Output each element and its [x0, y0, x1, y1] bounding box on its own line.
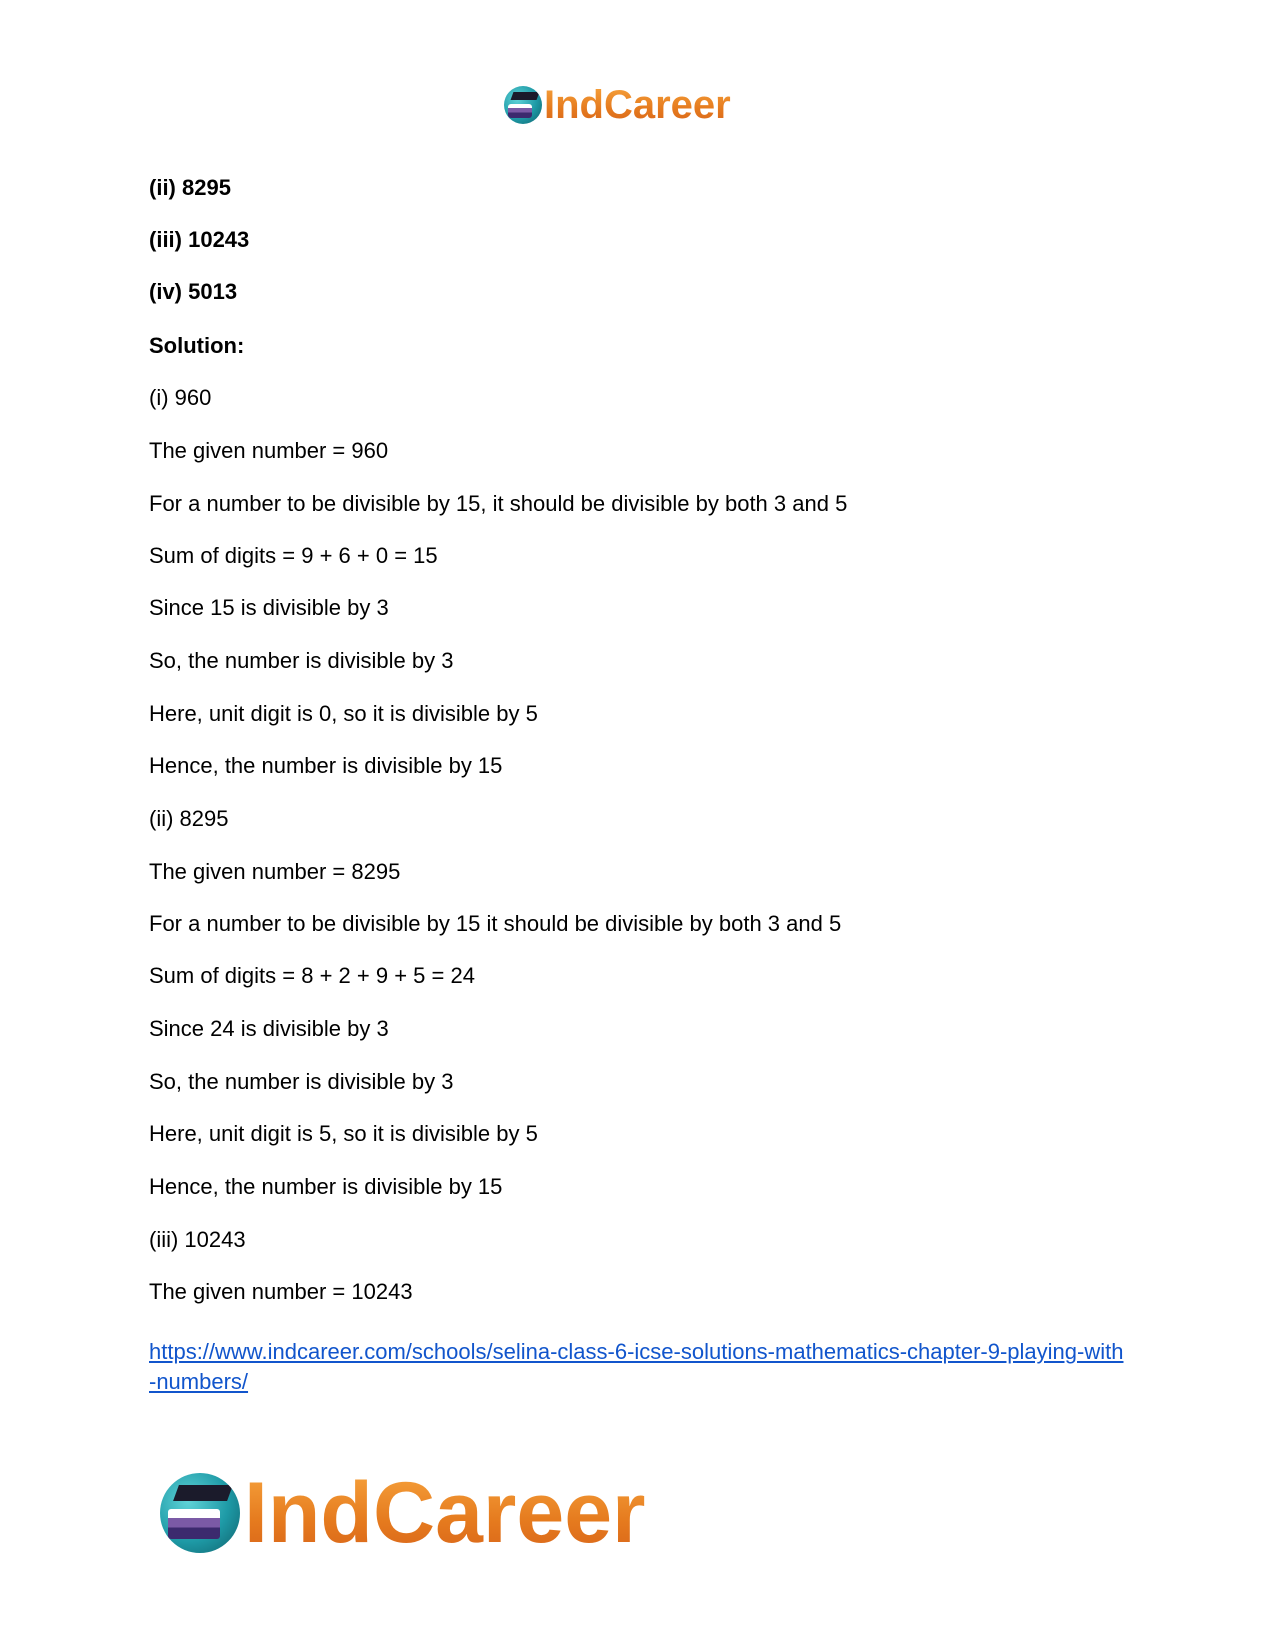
- solution-line: (iii) 10243: [149, 1227, 246, 1252]
- solution-line: (ii) 8295: [149, 806, 229, 831]
- question-item: (iii) 10243: [149, 227, 250, 252]
- solution-line: Since 15 is divisible by 3: [149, 595, 389, 620]
- solution-line: Hence, the number is divisible by 15: [149, 1174, 503, 1199]
- solution-line: Hence, the number is divisible by 15: [149, 753, 503, 778]
- books-shape: [508, 104, 532, 118]
- solution-line: Sum of digits = 8 + 2 + 9 + 5 = 24: [149, 963, 475, 988]
- footer-logo: [160, 1465, 646, 1561]
- question-item: (ii) 8295: [149, 175, 231, 200]
- solution-line: So, the number is divisible by 3: [149, 648, 454, 673]
- solution-line: Since 24 is divisible by 3: [149, 1016, 389, 1041]
- footer-link[interactable]: https://www.indcareer.com/schools/selina-class-6-icse-solutions-mathematics-chapter-9-playing-with-numbers/: [149, 1339, 1124, 1394]
- solution-line: Here, unit digit is 0, so it is divisible by 5: [149, 701, 538, 726]
- solution-line: For a number to be divisible by 15, it should be divisible by both 3 and 5: [149, 491, 848, 516]
- cap-shape: [511, 92, 540, 100]
- solution-heading: Solution:: [149, 333, 245, 358]
- question-item: (iv) 5013: [149, 279, 238, 304]
- solution-line: So, the number is divisible by 3: [149, 1069, 454, 1094]
- solution-line: (i) 960: [149, 385, 212, 410]
- solution-line: The given number = 960: [149, 438, 389, 463]
- solution-line: The given number = 8295: [149, 859, 401, 884]
- solution-line: Here, unit digit is 5, so it is divisible by 5: [149, 1121, 538, 1146]
- solution-line: Sum of digits = 9 + 6 + 0 = 15: [149, 543, 438, 568]
- books-shape: [168, 1509, 220, 1539]
- graduation-globe-icon: [504, 86, 542, 124]
- graduation-globe-icon: [160, 1473, 240, 1553]
- cap-shape: [173, 1485, 233, 1501]
- logo-text: IndCareer: [244, 1465, 646, 1561]
- solution-line: The given number = 10243: [149, 1279, 413, 1304]
- logo-text: IndCareer: [544, 83, 731, 127]
- solution-line: For a number to be divisible by 15 it should be divisible by both 3 and 5: [149, 911, 842, 936]
- header-logo: [504, 80, 731, 130]
